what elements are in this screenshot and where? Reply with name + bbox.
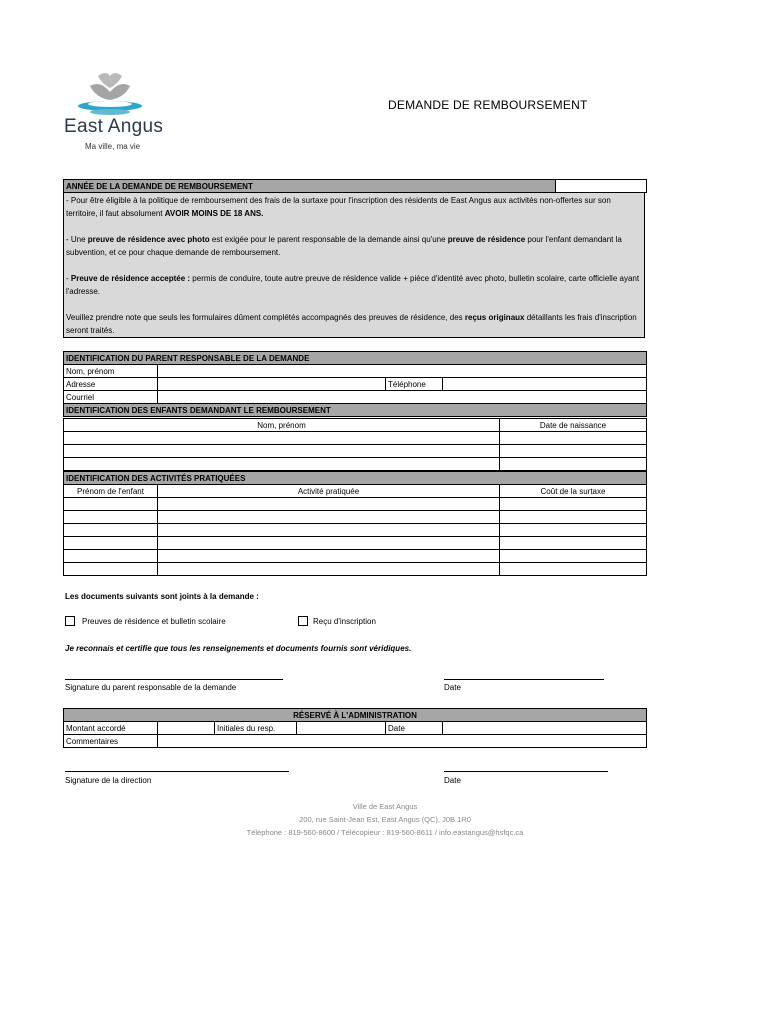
logo-tagline: Ma ville, ma vie (85, 142, 141, 151)
children-section-header: IDENTIFICATION DES ENFANTS DEMANDANT LE REMBOURSEMENT (64, 404, 647, 417)
residence-proof-checkbox[interactable] (65, 616, 75, 626)
info-emphasis: preuve de résidence (447, 235, 526, 244)
info-emphasis: reçus originaux (464, 313, 525, 322)
parent-signature-line[interactable] (65, 679, 283, 680)
activity-cost-field[interactable] (500, 537, 647, 550)
phone-label: Téléphone (386, 378, 443, 391)
activity-child-field[interactable] (64, 511, 158, 524)
activity-child-field[interactable] (64, 550, 158, 563)
activity-cost-field[interactable] (500, 563, 647, 576)
child-dob-field[interactable] (500, 458, 647, 471)
activity-cost-field[interactable] (500, 550, 647, 563)
info-emphasis: AVOIR MOINS DE 18 ANS. (164, 209, 264, 218)
activity-name-field[interactable] (158, 537, 500, 550)
activity-name-field[interactable] (158, 524, 500, 537)
children-col-dob: Date de naissance (500, 419, 647, 432)
logo-name: East Angus (64, 116, 164, 137)
parent-email-field[interactable] (158, 391, 647, 404)
activity-cost-field[interactable] (500, 511, 647, 524)
activity-child-field[interactable] (64, 524, 158, 537)
initials-label: Initiales du resp. (215, 722, 297, 735)
activity-name-field[interactable] (158, 550, 500, 563)
parent-section-header: IDENTIFICATION DU PARENT RESPONSABLE DE LA DEMANDE (64, 352, 647, 365)
parent-name-field[interactable] (158, 365, 647, 378)
activity-name-field[interactable] (158, 511, 500, 524)
info-text: Veuillez prendre note que seuls les formulaires dûment complétés accompagnés des preuves de résidence, des (66, 313, 465, 322)
name-label: Nom, prénom (64, 365, 158, 378)
parent-phone-field[interactable] (443, 378, 647, 391)
certification-text: Je reconnais et certifie que tous les renseignements et documents fournis sont véridiques. (65, 644, 412, 653)
activity-name-field[interactable] (158, 563, 500, 576)
direction-signature-line[interactable] (65, 771, 289, 772)
receipt-label: Reçu d'inscription (313, 617, 376, 626)
direction-date-label: Date (444, 776, 461, 785)
activity-cost-field[interactable] (500, 524, 647, 537)
activity-child-field[interactable] (64, 537, 158, 550)
activities-col-activity: Activité pratiquée (158, 485, 500, 498)
activities-col-cost: Coût de la surtaxe (500, 485, 647, 498)
info-emphasis: Preuve de résidence acceptée : (70, 274, 191, 283)
activity-cost-field[interactable] (500, 498, 647, 511)
child-name-field[interactable] (64, 445, 500, 458)
children-col-name: Nom, prénom (64, 419, 500, 432)
documents-title: Les documents suivants sont joints à la demande : (65, 592, 259, 601)
info-text: - Une (66, 235, 88, 244)
child-name-field[interactable] (64, 432, 500, 445)
admin-date-label: Date (386, 722, 443, 735)
info-text: - Pour être éligible à la politique de remboursement des frais de la surtaxe pour l'inscription des résidents de East Angus aux activités non-offertes sur son territoire, il faut absolument (66, 196, 611, 218)
activity-name-field[interactable] (158, 498, 500, 511)
amount-label: Montant accordé (64, 722, 158, 735)
activity-child-field[interactable] (64, 563, 158, 576)
receipt-checkbox[interactable] (298, 616, 308, 626)
info-text: détaillants les frais d'inscription seront traités. (66, 313, 637, 335)
info-text: - (66, 274, 71, 283)
parent-date-label: Date (444, 683, 461, 692)
admin-date-field[interactable] (443, 722, 647, 735)
child-dob-field[interactable] (500, 445, 647, 458)
activities-section-header: IDENTIFICATION DES ACTIVITÉS PRATIQUÉES (64, 472, 647, 485)
parent-table (63, 351, 647, 417)
initials-field[interactable] (297, 722, 386, 735)
east-angus-logo (60, 70, 200, 155)
footer-org: Ville de East Angus (352, 802, 418, 811)
eligibility-info (63, 192, 645, 338)
activity-child-field[interactable] (64, 498, 158, 511)
footer-contact: Téléphone : 819-560-8600 / Télécopieur : 819-560-8611 / info.eastangus@hsfqc.ca (246, 828, 524, 837)
year-table (63, 179, 647, 193)
lotus-logo-icon (60, 70, 200, 120)
address-label: Adresse (64, 378, 158, 391)
parent-signature-label: Signature du parent responsable de la demande (65, 683, 237, 692)
residence-proof-label: Preuves de résidence et bulletin scolaire (82, 617, 226, 626)
year-label: ANNÉE DE LA DEMANDE DE REMBOURSEMENT (64, 180, 556, 193)
amount-field[interactable] (158, 722, 215, 735)
page-title: DEMANDE DE REMBOURSEMENT (388, 98, 588, 112)
comments-label: Commentaires (64, 735, 158, 748)
footer-address: 200, rue Saint-Jean Est, East Angus (QC), J0B 1R0 (299, 815, 471, 824)
admin-table (63, 708, 647, 748)
email-label: Courriel (64, 391, 158, 404)
activities-col-child: Prénom de l'enfant (64, 485, 158, 498)
year-field[interactable] (556, 180, 647, 193)
child-dob-field[interactable] (500, 432, 647, 445)
direction-date-line[interactable] (444, 771, 608, 772)
parent-address-field[interactable] (158, 378, 386, 391)
direction-signature-label: Signature de la direction (65, 776, 152, 785)
info-text: pour l'enfant demandant la subvention, et ce pour chaque demande de remboursement. (66, 235, 622, 257)
child-name-field[interactable] (64, 458, 500, 471)
parent-date-line[interactable] (444, 679, 604, 680)
info-text: est exigée pour le parent responsable de la demande ainsi qu'une (209, 235, 448, 244)
comments-field[interactable] (158, 735, 647, 748)
activities-table (63, 471, 647, 576)
info-emphasis: preuve de résidence avec photo (87, 235, 210, 244)
info-text: permis de conduire, toute autre preuve de résidence valide + pièce d'identité avec photo, bulletin scolaire, carte officielle ayant l'adresse. (66, 274, 640, 296)
children-table (63, 418, 647, 471)
admin-section-header: RÉSERVÉ À L'ADMINISTRATION (64, 709, 647, 722)
